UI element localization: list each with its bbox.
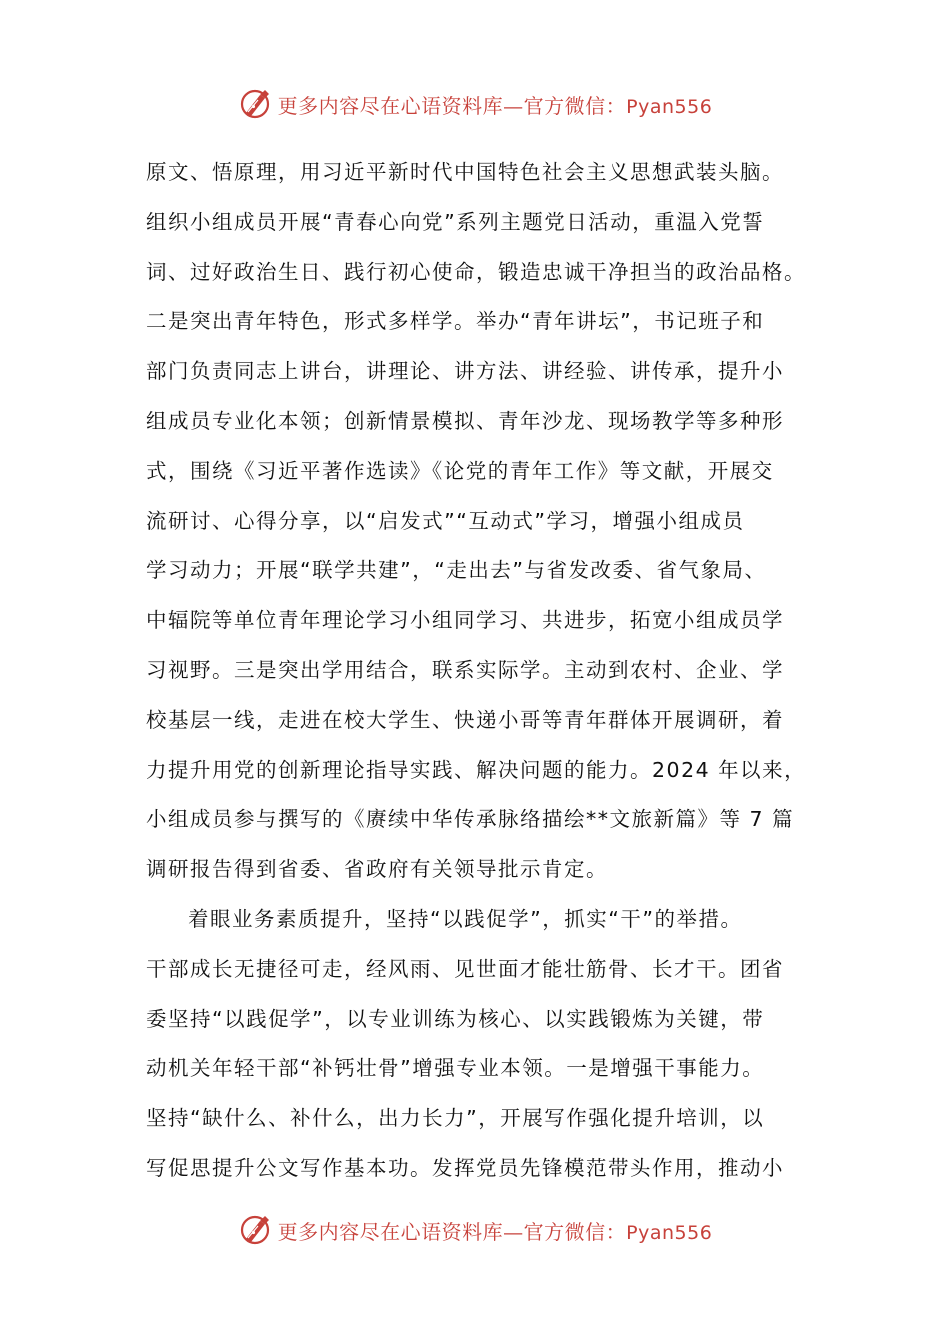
- watermark-text: 更多内容尽在心语资料库—官方微信：Pyan556: [277, 93, 713, 118]
- text-line: 坚持“缺什么、补什么，出力长力”，开展写作强化提升培训，以: [146, 1106, 765, 1131]
- text-line: 式，围绕《习近平著作选读》《论党的青年工作》等文献，开展交: [146, 458, 774, 483]
- text-line: 二是突出青年特色，形式多样学。举办“青年讲坛”，书记班子和: [146, 309, 765, 334]
- document-body: [146, 148, 826, 1194]
- watermark-group: [238, 1212, 713, 1248]
- watermark-header: [0, 84, 950, 124]
- pen-nib-logo-icon: [238, 1212, 274, 1248]
- text-line: 组织小组成员开展“青春心向党”系列主题党日活动，重温入党誓: [146, 209, 765, 234]
- paragraph-first-line: 着眼业务素质提升，坚持“以践促学”，抓实“干”的举措。: [188, 906, 743, 931]
- text-line: 中辐院等单位青年理论学习小组同学习、共进步，拓宽小组成员学: [146, 608, 784, 633]
- watermark-text: 更多内容尽在心语资料库—官方微信：Pyan556: [277, 1219, 713, 1244]
- text-line: 委坚持“以践促学”，以专业训练为核心、以实践锻炼为关键，带: [146, 1006, 765, 1031]
- pen-nib-logo-icon: [238, 86, 274, 122]
- text-line: 力提升用党的创新理论指导实践、解决问题的能力。2024 年以来，: [146, 757, 807, 782]
- text-line: 流研讨、心得分享，以“启发式”“互动式”学习，增强小组成员: [146, 508, 745, 533]
- text-line: 组成员专业化本领；创新情景模拟、青年沙龙、现场教学等多种形: [146, 408, 784, 433]
- watermark-wechat-id: Pyan556: [626, 1221, 713, 1244]
- text-line: 部门负责同志上讲台，讲理论、讲方法、讲经验、讲传承，提升小: [146, 359, 784, 384]
- watermark-group: [238, 86, 713, 122]
- text-line: 动机关年轻干部“补钙壮骨”增强专业本领。一是增强干事能力。: [146, 1056, 765, 1081]
- watermark-wechat-id: Pyan556: [626, 95, 713, 118]
- watermark-footer: [0, 1210, 950, 1250]
- text-line: 词、过好政治生日、践行初心使命，锻造忠诚干净担当的政治品格。: [146, 259, 806, 284]
- text-line: 写促思提升公文写作基本功。发挥党员先锋模范带头作用，推动小: [146, 1155, 784, 1180]
- text-line: 学习动力；开展“联学共建”，“走出去”与省发改委、省气象局、: [146, 558, 767, 583]
- text-line: 校基层一线，走进在校大学生、快递小哥等青年群体开展调研，着: [146, 707, 784, 732]
- text-line: 干部成长无捷径可走，经风雨、见世面才能壮筋骨、长才干。团省: [146, 956, 784, 981]
- text-line: 原文、悟原理，用习近平新时代中国特色社会主义思想武装头脑。: [146, 160, 784, 184]
- text-line: 调研报告得到省委、省政府有关领导批示肯定。: [146, 857, 608, 882]
- text-line: 习视野。三是突出学用结合，联系实际学。主动到农村、企业、学: [146, 657, 784, 682]
- text-line: 小组成员参与撰写的《赓续中华传承脉络描绘**文旅新篇》等 7 篇: [146, 807, 795, 832]
